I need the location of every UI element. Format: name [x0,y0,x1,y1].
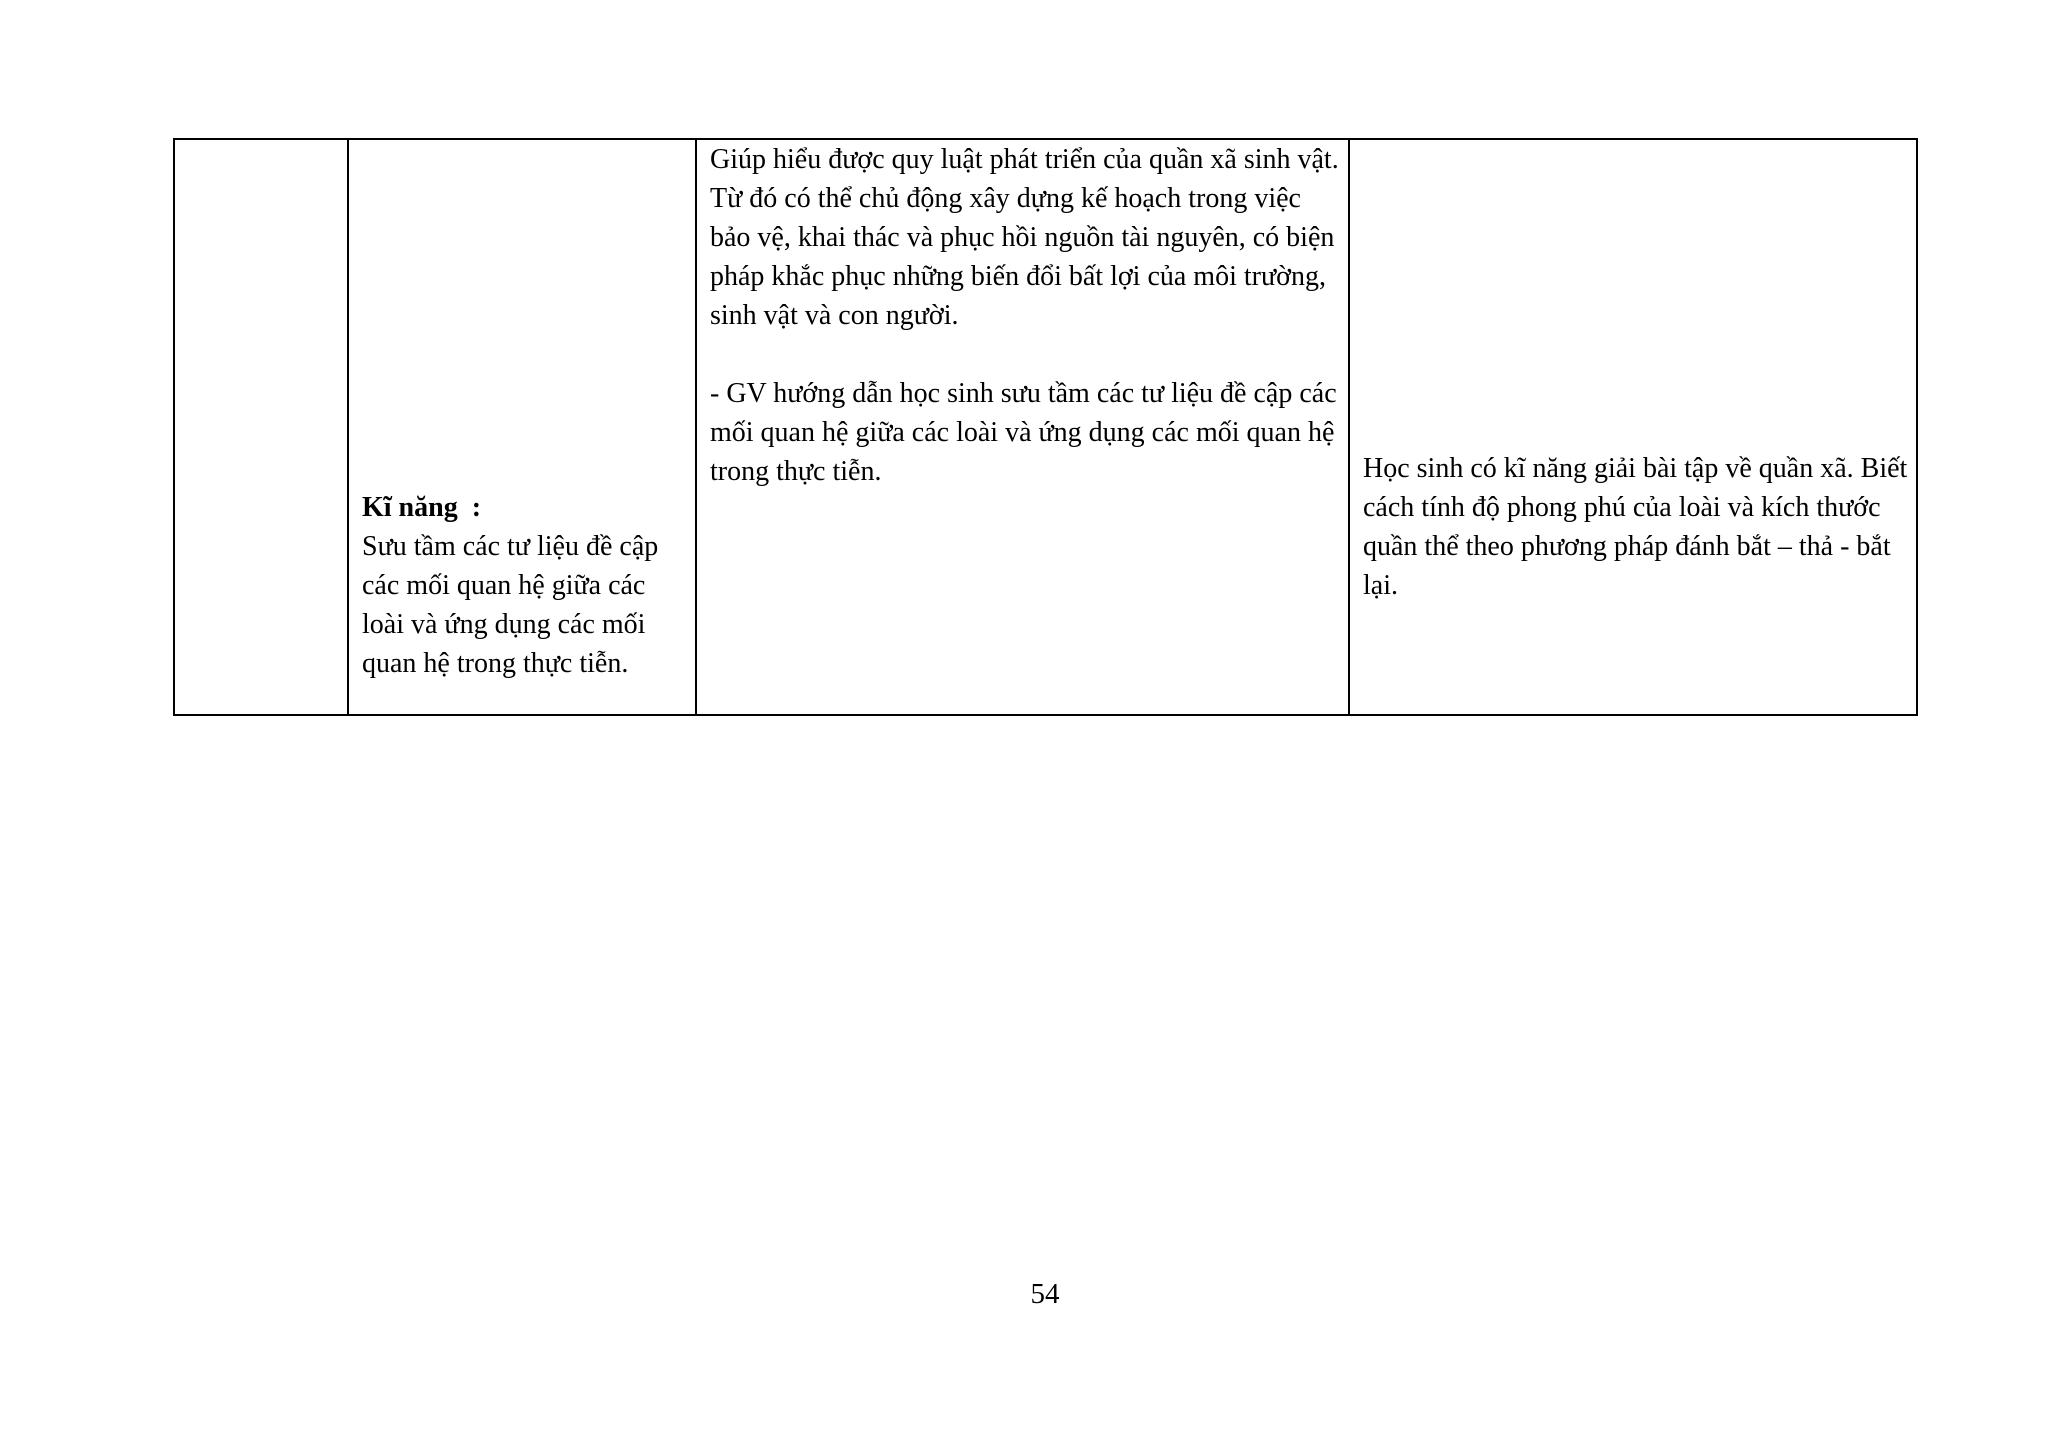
method-paragraph-2: - GV hướng dẫn học sinh sưu tầm các tư liệu đề cập các mối quan hệ giữa các loài và ứng dụng các mối quan hệ trong thực tiễn. [710,378,1337,487]
skill-cell [348,139,696,715]
empty-cell [174,139,348,715]
outcome-text: Học sinh có kĩ năng giải bài tập về quần xã. Biết cách tính độ phong phú của loài và kích thước quần thể theo phương pháp đánh bắt – thả - bắt lại. [1363,453,1908,601]
table-row [174,139,1917,715]
skill-heading: Kĩ năng : [362,492,482,523]
method-cell [696,139,1349,715]
skill-text: Sưu tầm các tư liệu đề cập các mối quan hệ giữa các loài và ứng dụng các mối quan hệ trong thực tiễn. [362,531,659,679]
method-paragraph-1: Giúp hiểu được quy luật phát triển của quần xã sinh vật. Từ đó có thể chủ động xây dựng kế hoạch trong việc bảo vệ, khai thác và phục hồi nguồn tài nguyên, có biện pháp khắc phục những biến đổi bất lợi của môi trường, sinh vật và con người. [710,144,1339,331]
page-number: 54 [1030,1278,1060,1310]
content-table [173,138,1918,716]
outcome-cell [1349,139,1917,715]
